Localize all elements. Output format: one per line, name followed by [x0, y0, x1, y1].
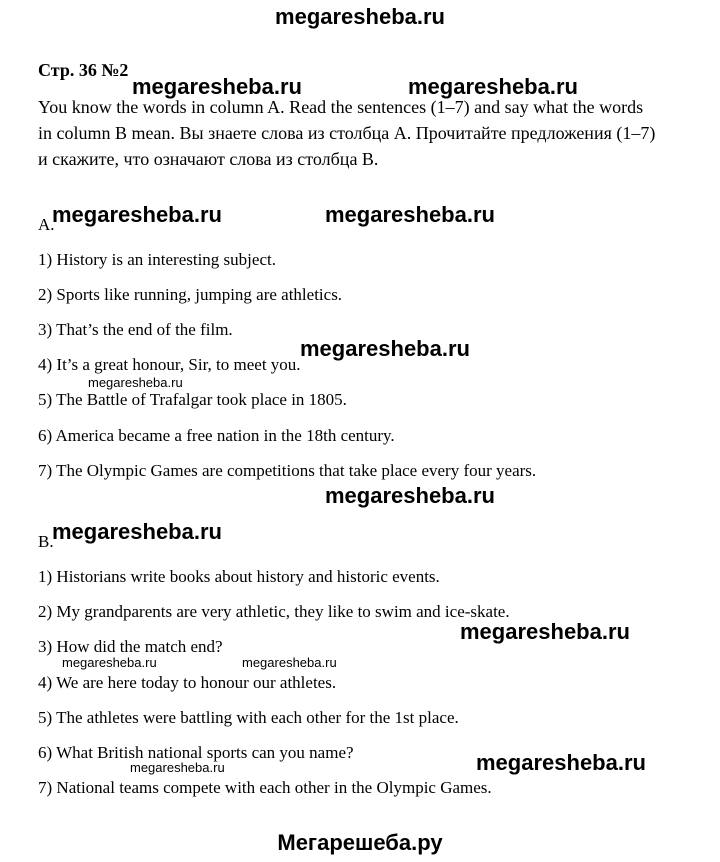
footer-site-name: Мегарешеба.ру [277, 830, 443, 855]
section-b-item-6: 6) What British national sports can you name? [38, 743, 354, 762]
section-b-item-7: 7) National teams compete with each other in the Olympic Games. [38, 778, 492, 797]
page-title: Стр. 36 №2 [38, 60, 129, 80]
section-b-item-3: 3) How did the match end? [38, 637, 223, 656]
section-b-label: B. [38, 532, 54, 551]
section-a-item-3: 3) That’s the end of the film. [38, 320, 233, 339]
watermark: megaresheba.ru [88, 375, 183, 390]
watermark: megaresheba.ru [242, 655, 337, 670]
section-a-item-4: 4) It’s a great honour, Sir, to meet you. [38, 355, 301, 374]
watermark: megaresheba.ru [132, 74, 302, 99]
section-b-item-4: 4) We are here today to honour our athletes. [38, 673, 337, 692]
section-a-item-1: 1) History is an interesting subject. [38, 250, 276, 269]
section-b-item-1: 1) Historians write books about history and historic events. [38, 567, 440, 586]
watermark: megaresheba.ru [300, 336, 470, 361]
task-instructions: You know the words in column A. Read the sentences (1–7) and say what the words in column B mean. Вы знаете слова из столбца А. Прочитайте предложения (1–7) и скажите, что означают слова из столбца В. [38, 97, 656, 169]
watermark: megaresheba.ru [52, 202, 222, 227]
section-b-item-2: 2) My grandparents are very athletic, they like to swim and ice-skate. [38, 602, 510, 621]
section-a-item-6: 6) America became a free nation in the 18th century. [38, 426, 395, 445]
watermark: megaresheba.ru [460, 619, 630, 644]
watermark: megaresheba.ru [62, 655, 157, 670]
section-b-item-5: 5) The athletes were battling with each other for the 1st place. [38, 708, 459, 727]
watermark-top: megaresheba.ru [275, 4, 445, 29]
watermark: megaresheba.ru [325, 483, 495, 508]
section-a-item-5: 5) The Battle of Trafalgar took place in 1805. [38, 390, 347, 409]
section-a-item-2: 2) Sports like running, jumping are athletics. [38, 285, 343, 304]
watermark: megaresheba.ru [476, 750, 646, 775]
watermark: megaresheba.ru [408, 74, 578, 99]
watermark: megaresheba.ru [52, 519, 222, 544]
section-a-item-7: 7) The Olympic Games are competitions that take place every four years. [38, 461, 537, 480]
watermark: megaresheba.ru [325, 202, 495, 227]
section-a-label: A. [38, 215, 55, 234]
watermark: megaresheba.ru [130, 760, 225, 775]
